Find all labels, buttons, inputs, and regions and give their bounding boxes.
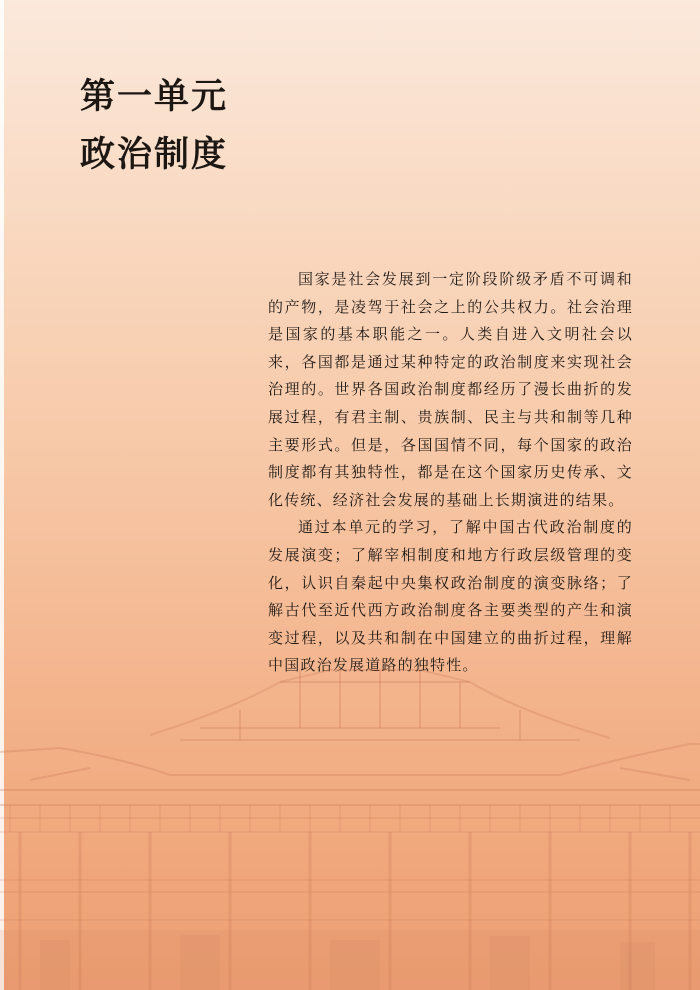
palace-roof-upper (150, 670, 610, 740)
intro-paragraph-2: 通过本单元的学习，了解中国古代政治制度的发展演变；了解宰相制度和地方行政层级管理的变化，认识自秦起中央集权政治制度的演变脉络；了解古代至近代西方政治制度各主要类型的产生和演变过程，以及共和制在中国建立的曲折过程，理解中国政治发展道路的独特性。 (268, 518, 633, 675)
unit-title: 政治制度 (80, 134, 229, 175)
unit-introduction (268, 266, 633, 680)
unit-heading (80, 68, 228, 184)
intro-paragraph-1: 国家是社会发展到一定阶段阶级矛盾不可调和的产物，是凌驾于社会之上的公共权力。社会治理是国家的基本职能之一。人类自进入文明社会以来，各国都是通过某种特定的政治制度来实现社会治理的。世界各国政治制度都经历了漫长曲折的发展过程，有君主制、贵族制、民主与共和制等几种主要形式。但是，各国国情不同，每个国家的政治制度都有其独特性，都是在这个国家历史传承、文化传统、经济社会发展的基础上长期演进的结果。 (268, 270, 633, 509)
palace-lattice (0, 805, 700, 920)
unit-number: 第一单元 (80, 76, 229, 117)
palace-wall-shading (0, 930, 700, 990)
palace-roof-lower (0, 744, 700, 805)
palace-illustration (0, 640, 700, 990)
